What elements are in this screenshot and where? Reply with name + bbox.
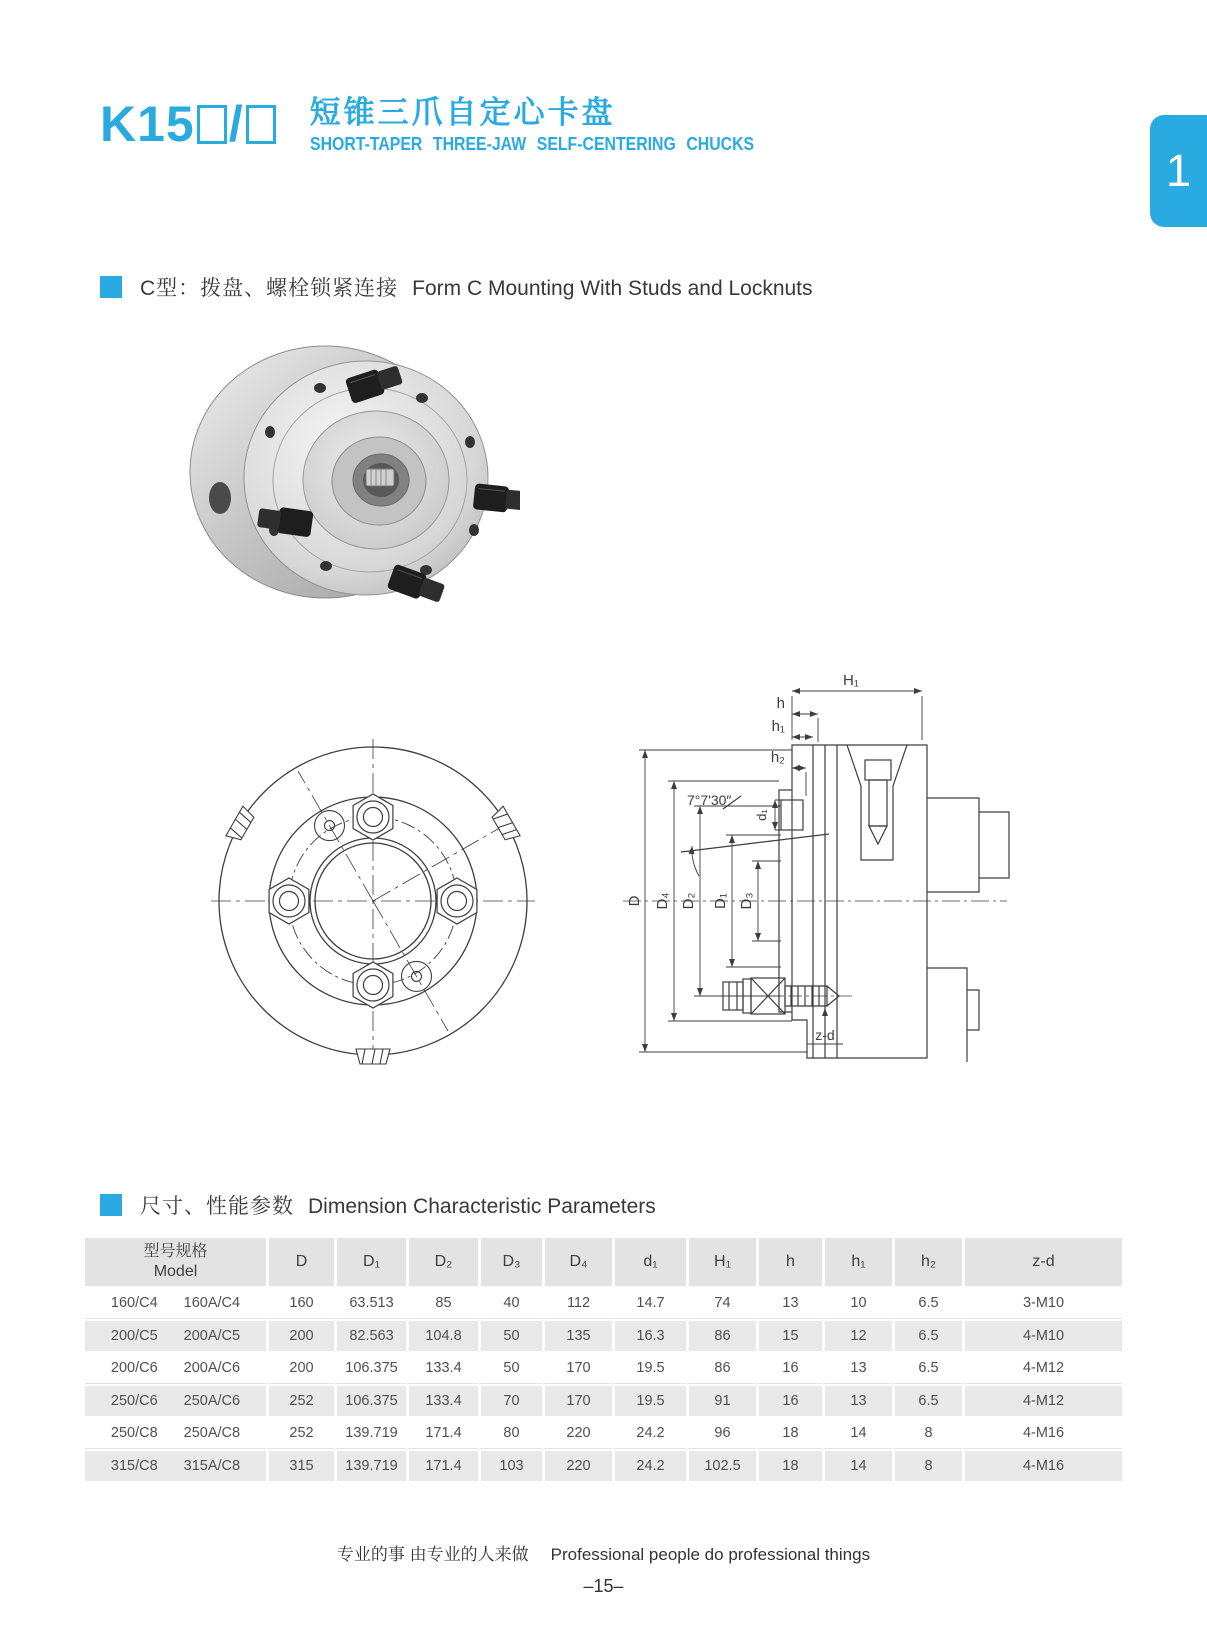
dimension-table xyxy=(85,1238,1122,1481)
col-header: D₁ xyxy=(334,1238,406,1286)
section-title-cn: 尺寸、性能参数 xyxy=(140,1195,294,1218)
value-cell: 18 xyxy=(756,1416,822,1449)
model-cell xyxy=(85,1319,266,1351)
value-cell: 4-M12 xyxy=(962,1351,1122,1384)
dim-label-h: h xyxy=(776,695,785,712)
page-title-cn: 短锥三爪自定心卡盘 xyxy=(309,95,616,130)
value-cell: 139.719 xyxy=(334,1416,406,1449)
value-cell: 4-M12 xyxy=(962,1384,1122,1416)
value-cell: 85 xyxy=(406,1286,478,1319)
value-cell: 82.563 xyxy=(334,1319,406,1351)
col-header: z-d xyxy=(962,1238,1122,1286)
model-label: 315A/C8 xyxy=(183,1458,241,1474)
col-header: h₂ xyxy=(892,1238,962,1286)
table-row xyxy=(85,1286,1122,1319)
dim-label-D2: D₂ xyxy=(680,892,697,910)
model-cell xyxy=(85,1351,266,1384)
model-label: 250/C8 xyxy=(110,1425,158,1441)
value-cell: 16 xyxy=(756,1384,822,1416)
value-cell: 86 xyxy=(686,1319,756,1351)
value-cell: 139.719 xyxy=(334,1449,406,1481)
table-row xyxy=(85,1416,1122,1449)
value-cell: 50 xyxy=(478,1351,542,1384)
col-header: D₂ xyxy=(406,1238,478,1286)
model-placeholder-box xyxy=(246,105,276,144)
value-cell: 4-M16 xyxy=(962,1449,1122,1481)
chapter-number: 1 xyxy=(1165,145,1192,196)
value-cell: 106.375 xyxy=(334,1384,406,1416)
dim-label-h2: h₂ xyxy=(770,749,785,766)
value-cell: 8 xyxy=(892,1416,962,1449)
value-cell: 13 xyxy=(822,1384,892,1416)
footer-slogan xyxy=(0,1540,1207,1565)
section-marker-icon xyxy=(100,1194,122,1216)
dim-label-D3: D₃ xyxy=(738,892,755,910)
chuck-photo xyxy=(170,330,520,620)
model-label: 250/C6 xyxy=(110,1393,158,1409)
model-label: 250A/C6 xyxy=(183,1393,241,1409)
col-header-model: 型号规格 Model xyxy=(85,1238,266,1286)
value-cell: 16 xyxy=(756,1351,822,1384)
model-label: 250A/C8 xyxy=(183,1425,241,1441)
table-row xyxy=(85,1384,1122,1416)
table-row xyxy=(85,1449,1122,1481)
footer-slogan-en: Professional people do professional things xyxy=(550,1545,871,1564)
value-cell: 16.3 xyxy=(612,1319,686,1351)
value-cell: 91 xyxy=(686,1384,756,1416)
value-cell: 14 xyxy=(822,1416,892,1449)
value-cell: 24.2 xyxy=(612,1449,686,1481)
value-cell: 10 xyxy=(822,1286,892,1319)
col-header: D₃ xyxy=(478,1238,542,1286)
value-cell: 13 xyxy=(756,1286,822,1319)
section-marker-icon xyxy=(100,276,122,298)
value-cell: 4-M10 xyxy=(962,1319,1122,1351)
model-cell xyxy=(85,1286,266,1319)
value-cell: 63.513 xyxy=(334,1286,406,1319)
dim-label-D: D xyxy=(626,895,643,907)
value-cell: 133.4 xyxy=(406,1351,478,1384)
dim-label-zd: z-d xyxy=(815,1027,835,1043)
value-cell: 252 xyxy=(266,1416,334,1449)
value-cell: 170 xyxy=(542,1384,612,1416)
model-label: 200A/C6 xyxy=(183,1360,241,1376)
value-cell: 171.4 xyxy=(406,1416,478,1449)
dim-label-H1: H₁ xyxy=(843,672,859,689)
value-cell: 112 xyxy=(542,1286,612,1319)
value-cell: 6.5 xyxy=(892,1286,962,1319)
value-cell: 86 xyxy=(686,1351,756,1384)
title-block xyxy=(310,96,815,155)
dim-label-h1: h₁ xyxy=(771,718,785,735)
value-cell: 133.4 xyxy=(406,1384,478,1416)
model-label: 200/C5 xyxy=(110,1328,158,1344)
col-header: D₄ xyxy=(542,1238,612,1286)
value-cell: 19.5 xyxy=(612,1384,686,1416)
value-cell: 14 xyxy=(822,1449,892,1481)
value-cell: 170 xyxy=(542,1351,612,1384)
model-placeholder-box xyxy=(197,105,227,144)
model-cell xyxy=(85,1384,266,1416)
value-cell: 19.5 xyxy=(612,1351,686,1384)
page-header xyxy=(100,96,814,155)
section-title-cn: C型：拨盘、螺栓锁紧连接 xyxy=(140,277,399,300)
front-view-drawing xyxy=(203,731,543,1071)
value-cell: 4-M16 xyxy=(962,1416,1122,1449)
value-cell: 252 xyxy=(266,1384,334,1416)
model-label: 160A/C4 xyxy=(183,1295,241,1311)
value-cell: 104.8 xyxy=(406,1319,478,1351)
value-cell: 6.5 xyxy=(892,1319,962,1351)
table-row xyxy=(85,1351,1122,1384)
value-cell: 24.2 xyxy=(612,1416,686,1449)
model-label: 160/C4 xyxy=(110,1295,158,1311)
value-cell: 70 xyxy=(478,1384,542,1416)
model-label: 200A/C5 xyxy=(183,1328,241,1344)
model-label: 315/C8 xyxy=(110,1458,158,1474)
model-cell xyxy=(85,1449,266,1481)
chapter-tab xyxy=(1150,115,1207,227)
value-cell: 40 xyxy=(478,1286,542,1319)
value-cell: 3-M10 xyxy=(962,1286,1122,1319)
value-cell: 106.375 xyxy=(334,1351,406,1384)
value-cell: 171.4 xyxy=(406,1449,478,1481)
table-header-row xyxy=(85,1238,1122,1286)
table-row xyxy=(85,1319,1122,1351)
section-view-drawing xyxy=(595,638,1010,1063)
dimension-table-body xyxy=(85,1286,1122,1481)
value-cell: 12 xyxy=(822,1319,892,1351)
value-cell: 74 xyxy=(686,1286,756,1319)
value-cell: 102.5 xyxy=(686,1449,756,1481)
dim-label-D4: D₄ xyxy=(654,892,671,910)
value-cell: 220 xyxy=(542,1449,612,1481)
value-cell: 18 xyxy=(756,1449,822,1481)
dim-label-angle: 7°7'30″ xyxy=(687,792,732,808)
value-cell: 96 xyxy=(686,1416,756,1449)
value-cell: 15 xyxy=(756,1319,822,1351)
series-code: K15 / xyxy=(100,96,278,152)
page-title-en: SHORT-TAPER THREE-JAW SELF-CENTERING CHUCKS xyxy=(309,134,754,154)
value-cell: 14.7 xyxy=(612,1286,686,1319)
value-cell: 315 xyxy=(266,1449,334,1481)
value-cell: 200 xyxy=(266,1351,334,1384)
col-header: H₁ xyxy=(686,1238,756,1286)
value-cell: 80 xyxy=(478,1416,542,1449)
value-cell: 200 xyxy=(266,1319,334,1351)
value-cell: 6.5 xyxy=(892,1351,962,1384)
value-cell: 103 xyxy=(478,1449,542,1481)
page-number: –15– xyxy=(583,1576,624,1596)
footer-slogan-cn: 专业的事 由专业的人来做 xyxy=(336,1545,529,1564)
value-cell: 6.5 xyxy=(892,1384,962,1416)
section-heading-mounting xyxy=(100,272,813,302)
value-cell: 50 xyxy=(478,1319,542,1351)
value-cell: 220 xyxy=(542,1416,612,1449)
model-cell xyxy=(85,1416,266,1449)
dim-label-D1: D₁ xyxy=(712,893,729,909)
section-title-en: Form C Mounting With Studs and Locknuts xyxy=(412,277,813,300)
value-cell: 13 xyxy=(822,1351,892,1384)
section-title-en: Dimension Characteristic Parameters xyxy=(308,1195,656,1218)
col-header: h xyxy=(756,1238,822,1286)
col-header: d₁ xyxy=(612,1238,686,1286)
model-label: 200/C6 xyxy=(110,1360,158,1376)
section-heading-dimensions xyxy=(100,1190,656,1220)
value-cell: 160 xyxy=(266,1286,334,1319)
value-cell: 135 xyxy=(542,1319,612,1351)
dim-label-d1: d₁ xyxy=(754,809,769,821)
value-cell: 8 xyxy=(892,1449,962,1481)
col-header: D xyxy=(266,1238,334,1286)
col-header: h₁ xyxy=(822,1238,892,1286)
